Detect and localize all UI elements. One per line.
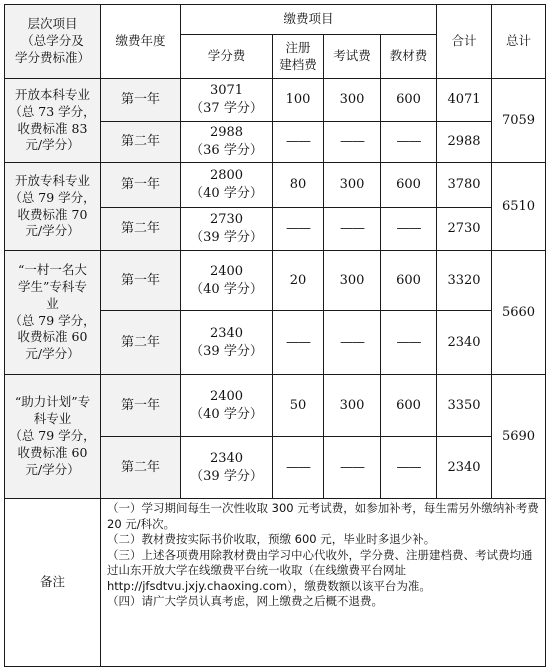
credit-fee-cell: 2988 （36 学分） <box>181 122 273 163</box>
subtotal-cell: 2340 <box>437 437 492 499</box>
year-cell: 第二年 <box>101 311 181 375</box>
total-cell: 5660 <box>492 251 546 375</box>
fee-table <box>4 4 546 667</box>
year-cell: 第二年 <box>101 208 181 251</box>
subtotal-cell: 2340 <box>437 311 492 375</box>
registration-cell: —— <box>273 311 324 375</box>
header-registration: 注册 建档费 <box>273 35 324 79</box>
registration-cell: —— <box>273 437 324 499</box>
note-item-3: （三）上述各项费用除教材费由学习中心代收外，学分费、注册建档费、考试费均通过山东开放大学在线缴费平台统一收取（在线缴费平台网址 http://jfsdtvu.jxjy.chaoxing.com），缴费数额以该平台为准。 <box>107 547 533 593</box>
registration-cell: 100 <box>273 79 324 122</box>
header-items: 缴费项目 <box>181 5 437 35</box>
textbook-cell: —— <box>381 208 437 251</box>
exam-cell: —— <box>324 208 381 251</box>
header-exam: 考试费 <box>324 35 381 79</box>
credit-fee-cell: 2400 （40 学分） <box>181 375 273 437</box>
table-row <box>5 375 546 437</box>
exam-cell: 300 <box>324 375 381 437</box>
exam-cell: —— <box>324 437 381 499</box>
textbook-cell: —— <box>381 311 437 375</box>
credit-fee-cell: 2800 （40 学分） <box>181 163 273 208</box>
exam-cell: 300 <box>324 79 381 122</box>
subtotal-cell: 3780 <box>437 163 492 208</box>
year-cell: 第一年 <box>101 163 181 208</box>
header-textbook: 教材费 <box>381 35 437 79</box>
year-cell: 第二年 <box>101 437 181 499</box>
registration-cell: 80 <box>273 163 324 208</box>
textbook-cell: —— <box>381 122 437 163</box>
table-row <box>5 163 546 208</box>
header-year: 缴费年度 <box>101 5 181 79</box>
textbook-cell: 600 <box>381 163 437 208</box>
year-cell: 第一年 <box>101 251 181 311</box>
credit-fee-cell: 2340 （39 学分） <box>181 437 273 499</box>
year-cell: 第一年 <box>101 375 181 437</box>
subtotal-cell: 2988 <box>437 122 492 163</box>
textbook-cell: 600 <box>381 375 437 437</box>
registration-cell: 20 <box>273 251 324 311</box>
notes-row <box>5 499 546 667</box>
subtotal-cell: 4071 <box>437 79 492 122</box>
note-item-4: （四）请广大学员认真考虑，网上缴费之后概不退费。 <box>107 594 383 609</box>
year-cell: 第一年 <box>101 79 181 122</box>
exam-cell: 300 <box>324 163 381 208</box>
subtotal-cell: 3320 <box>437 251 492 311</box>
note-item-1: （一）学习期间每生一次性收取 300 元考试费，如参加补考，每生需另外缴纳补考费 20 元/科次。 <box>107 501 539 531</box>
header-level: 层次项目 （总学分及 学分费标准） <box>5 5 101 79</box>
table-row <box>5 79 546 122</box>
level-label: “一村一名大 学生”专科专 业 （总 79 学分， 收费标准 60 元/学分） <box>5 251 101 375</box>
credit-fee-cell: 3071 （37 学分） <box>181 79 273 122</box>
header-credit-fee: 学分费 <box>181 35 273 79</box>
header-subtotal: 合计 <box>437 5 492 79</box>
subtotal-cell: 3350 <box>437 375 492 437</box>
notes-content <box>101 499 546 667</box>
level-label: 开放专科专业 （总 79 学分， 收费标准 70 元/学分） <box>5 163 101 251</box>
header-row-1 <box>5 5 546 35</box>
subtotal-cell: 2730 <box>437 208 492 251</box>
credit-fee-cell: 2730 （39 学分） <box>181 208 273 251</box>
exam-cell: —— <box>324 122 381 163</box>
level-label: “助力计划”专 科专业 （总 79 学分， 收费标准 60 元/学分） <box>5 375 101 499</box>
header-total: 总计 <box>492 5 546 79</box>
textbook-cell: 600 <box>381 251 437 311</box>
level-label: 开放本科专业 （总 73 学分， 收费标准 83 元/学分） <box>5 79 101 163</box>
credit-fee-cell: 2400 （40 学分） <box>181 251 273 311</box>
total-cell: 6510 <box>492 163 546 251</box>
total-cell: 5690 <box>492 375 546 499</box>
credit-fee-cell: 2340 （39 学分） <box>181 311 273 375</box>
registration-cell: —— <box>273 122 324 163</box>
registration-cell: —— <box>273 208 324 251</box>
registration-cell: 50 <box>273 375 324 437</box>
note-item-2: （二）教材费按实际书价收取，预缴 600 元，毕业时多退少补。 <box>107 532 436 547</box>
table-row <box>5 251 546 311</box>
textbook-cell: 600 <box>381 79 437 122</box>
notes-label: 备注 <box>5 499 101 667</box>
textbook-cell: —— <box>381 437 437 499</box>
exam-cell: —— <box>324 311 381 375</box>
total-cell: 7059 <box>492 79 546 163</box>
year-cell: 第二年 <box>101 122 181 163</box>
exam-cell: 300 <box>324 251 381 311</box>
